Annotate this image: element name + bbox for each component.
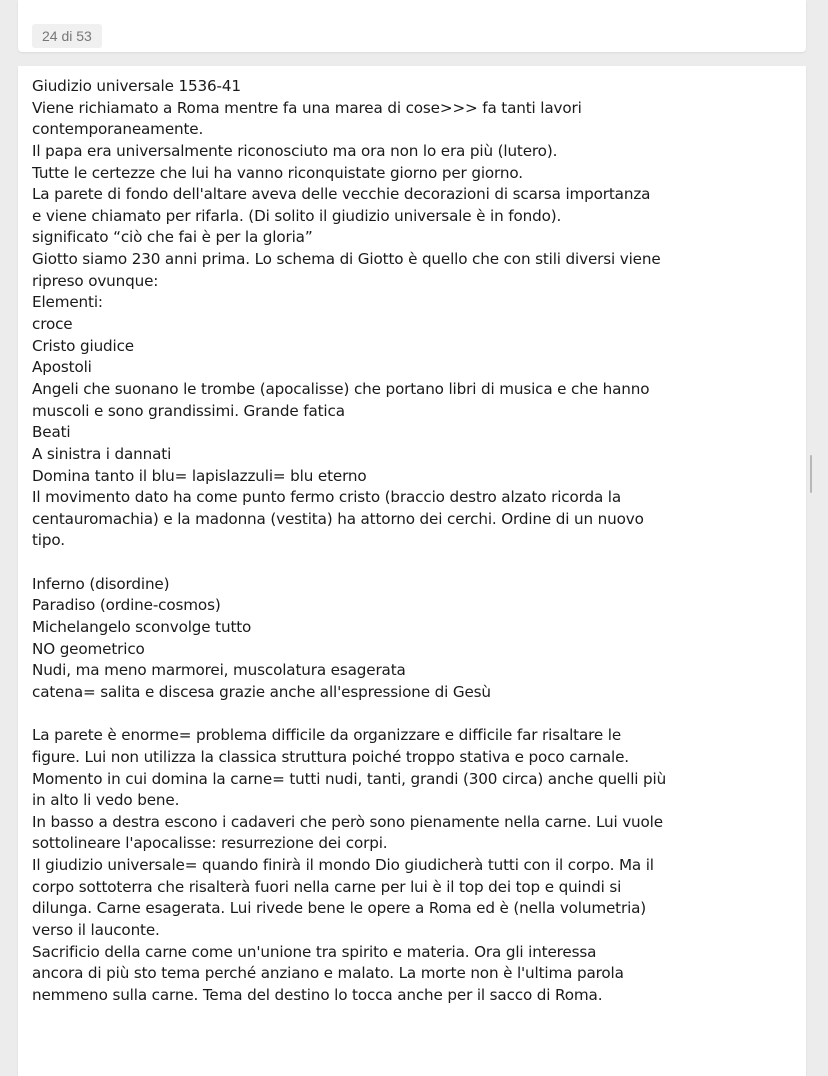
- note-line: Il papa era universalmente riconosciuto ma ora non lo era più (lutero).: [32, 141, 558, 160]
- note-line: Giotto siamo 230 anni prima. Lo schema di Giotto è quello che con stili diversi viene: [32, 250, 661, 269]
- note-line: Viene richiamato a Roma mentre fa una marea di cose>>> fa tanti lavori: [32, 98, 582, 117]
- note-line: tipo.: [32, 531, 65, 550]
- note-line: La parete è enorme= problema difficile da organizzare e difficile far risaltare le: [32, 726, 622, 745]
- note-line: Inferno (disordine): [32, 574, 170, 593]
- note-line: Tutte le certezze che lui ha vanno riconquistate giorno per giorno.: [32, 163, 523, 182]
- note-line: Cristo giudice: [32, 336, 134, 355]
- blank-line: [32, 704, 794, 726]
- note-line: NO geometrico: [32, 639, 145, 658]
- note-line: Elementi:: [32, 293, 103, 312]
- note-line: catena= salita e discesa grazie anche all'espressione di Gesù: [32, 682, 491, 701]
- page-counter: 24 di 53: [32, 24, 102, 48]
- note-line: verso il lauconte.: [32, 920, 160, 939]
- note-line: Domina tanto il blu= lapislazzuli= blu eterno: [32, 466, 367, 485]
- note-line: Giudizio universale 1536-41: [32, 77, 241, 95]
- note-line: Apostoli: [32, 358, 92, 377]
- note-line: Momento in cui domina la carne= tutti nudi, tanti, grandi (300 circa) anche quelli più: [32, 769, 667, 788]
- blank-line: [32, 552, 794, 574]
- note-line: muscoli e sono grandissimi. Grande fatica: [32, 401, 345, 420]
- note-line: figure. Lui non utilizza la classica struttura poiché troppo stativa e poco carnale.: [32, 747, 629, 766]
- note-line: ripreso ovunque:: [32, 271, 159, 290]
- note-line: Paradiso (ordine-cosmos): [32, 596, 221, 615]
- note-line: nemmeno sulla carne. Tema del destino lo tocca anche per il sacco di Roma.: [32, 985, 603, 1004]
- previous-page-card: [18, 0, 806, 52]
- document-page: [18, 66, 806, 1076]
- note-line: Sacrificio della carne come un'unione tra spirito e materia. Ora gli interessa: [32, 942, 597, 961]
- note-line: ancora di più sto tema perché anziano e malato. La morte non è l'ultima parola: [32, 964, 624, 983]
- note-line: corpo sottoterra che risalterà fuori nella carne per lui è il top dei top e quindi si: [32, 877, 622, 896]
- note-line: Angeli che suonano le trombe (apocalisse) che portano libri di musica e che hanno: [32, 379, 650, 398]
- note-line: sottolineare l'apocalisse: resurrezione dei corpi.: [32, 834, 388, 853]
- note-line: e viene chiamato per rifarla. (Di solito il giudizio universale è in fondo).: [32, 206, 562, 225]
- note-line: Michelangelo sconvolge tutto: [32, 618, 252, 637]
- handwritten-notes-text: [32, 76, 794, 1007]
- note-line: significato “ciò che fai è per la gloria”: [32, 228, 313, 247]
- note-line: Il giudizio universale= quando finirà il mondo Dio giudicherà tutti con il corpo. Ma il: [32, 856, 654, 875]
- note-line: contemporaneamente.: [32, 120, 204, 139]
- note-line: in alto li vedo bene.: [32, 791, 180, 810]
- note-line: Nudi, ma meno marmorei, muscolatura esagerata: [32, 661, 406, 680]
- note-line: A sinistra i dannati: [32, 444, 172, 463]
- note-line: Beati: [32, 423, 71, 442]
- scrollbar-handle[interactable]: [810, 455, 812, 493]
- note-line: dilunga. Carne esagerata. Lui rivede bene le opere a Roma ed è (nella volumetria): [32, 899, 647, 918]
- note-line: In basso a destra escono i cadaveri che però sono pienamente nella carne. Lui vuole: [32, 812, 663, 831]
- note-line: centauromachia) e la madonna (vestita) ha attorno dei cerchi. Ordine di un nuovo: [32, 509, 644, 528]
- note-line: Il movimento dato ha come punto fermo cristo (braccio destro alzato ricorda la: [32, 488, 621, 507]
- note-line: croce: [32, 315, 73, 334]
- note-line: La parete di fondo dell'altare aveva delle vecchie decorazioni di scarsa importanza: [32, 185, 651, 204]
